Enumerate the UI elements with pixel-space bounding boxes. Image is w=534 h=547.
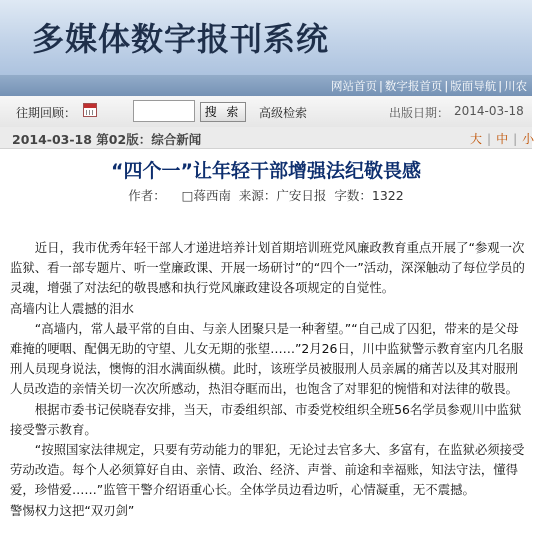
edition-bar <box>0 127 532 149</box>
article-paragraph: “按照国家法律规定，只要有劳动能力的罪犯，无论过去官多大、多富有，在监狱必须接受劳动改造。每个人必须算好自由、亲情、政治、经济、声誉、前途和幸福账，知法守法，懂得爱，珍惜爱……”监管干警介绍语重心长。全体学员边看边听，心情凝重，无不震撼。 <box>10 442 525 498</box>
article-paragraph: 根据市委书记侯晓春安排，当天，市委组织部、市委党校组织全班56名学员参观川中监狱接受警示教育。 <box>10 401 522 437</box>
article-paragraph: “高墙内，常人最平常的自由、与亲人团聚只是一种奢望。”“自己成了囚犯，带来的是父母难掩的哽咽、配偶无助的守望、儿女无期的张望……”2月26日，川中监狱警示教育室内几名服刑人员现身说法，懊悔的泪水满面纵横。此时，该班学员被服刑人员亲属的痛苦以及其对服刑人员改造的亲情关切一次次所感动，热泪夺眶而出，也饱含了对罪犯的惋惜和对法律的敬畏。 <box>10 320 524 397</box>
pub-date-label: 出版日期： <box>389 106 450 120</box>
font-size-large[interactable]: 大 <box>470 132 483 146</box>
font-size-separator: | <box>487 132 492 146</box>
top-nav <box>0 75 532 96</box>
article-byline: 作者： □蒋西南 来源：广安日报 字数：1322 <box>128 188 404 203</box>
toolbar <box>0 96 532 128</box>
edition-label: 2014-03-18 第02版：综合新闻 <box>12 132 202 147</box>
article-subheading: 高墙内让人震撼的泪水 <box>10 300 134 316</box>
nav-link-home[interactable]: 网站首页 <box>331 79 377 93</box>
search-button[interactable]: 搜 索 <box>200 102 246 122</box>
nav-link-page-nav[interactable]: 版面导航 <box>450 79 497 93</box>
font-size-controls <box>470 130 534 147</box>
article-title: “四个一”让年轻干部增强法纪敬畏感 <box>111 160 421 182</box>
site-title: 多媒体数字报刊系统 <box>32 20 330 58</box>
back-date-label: 往期回顾： <box>16 106 77 120</box>
nav-links <box>331 78 527 94</box>
article-subheading: 警惕权力这把“双刃剑” <box>10 502 135 518</box>
site-header <box>0 0 532 75</box>
nav-link-chuannong[interactable]: 川农 <box>504 79 528 93</box>
font-size-separator: | <box>513 132 518 146</box>
nav-separator: | <box>379 79 383 93</box>
font-size-small[interactable]: 小 <box>522 132 534 146</box>
font-size-medium[interactable]: 中 <box>496 132 509 146</box>
nav-link-epaper-home[interactable]: 数字报首页 <box>384 79 443 93</box>
pub-date-value: 2014-03-18 <box>454 104 524 118</box>
article-body <box>10 238 526 521</box>
nav-separator: | <box>498 79 503 93</box>
advanced-search-link[interactable]: 高级检索 <box>259 106 308 120</box>
nav-separator: | <box>444 79 449 93</box>
calendar-icon[interactable] <box>83 103 97 117</box>
article-paragraph: 近日，我市优秀年轻干部人才递进培养计划首期培训班党风廉政教育重点开展了“参观一次监狱、看一部专题片、听一堂廉政课、开展一场研讨”的“四个一”活动，深深触动了每位学员的灵魂，增强了对法纪的敬畏感和执行党风廉政建设各项规定的自觉性。 <box>10 240 525 296</box>
date-input[interactable] <box>133 100 195 122</box>
